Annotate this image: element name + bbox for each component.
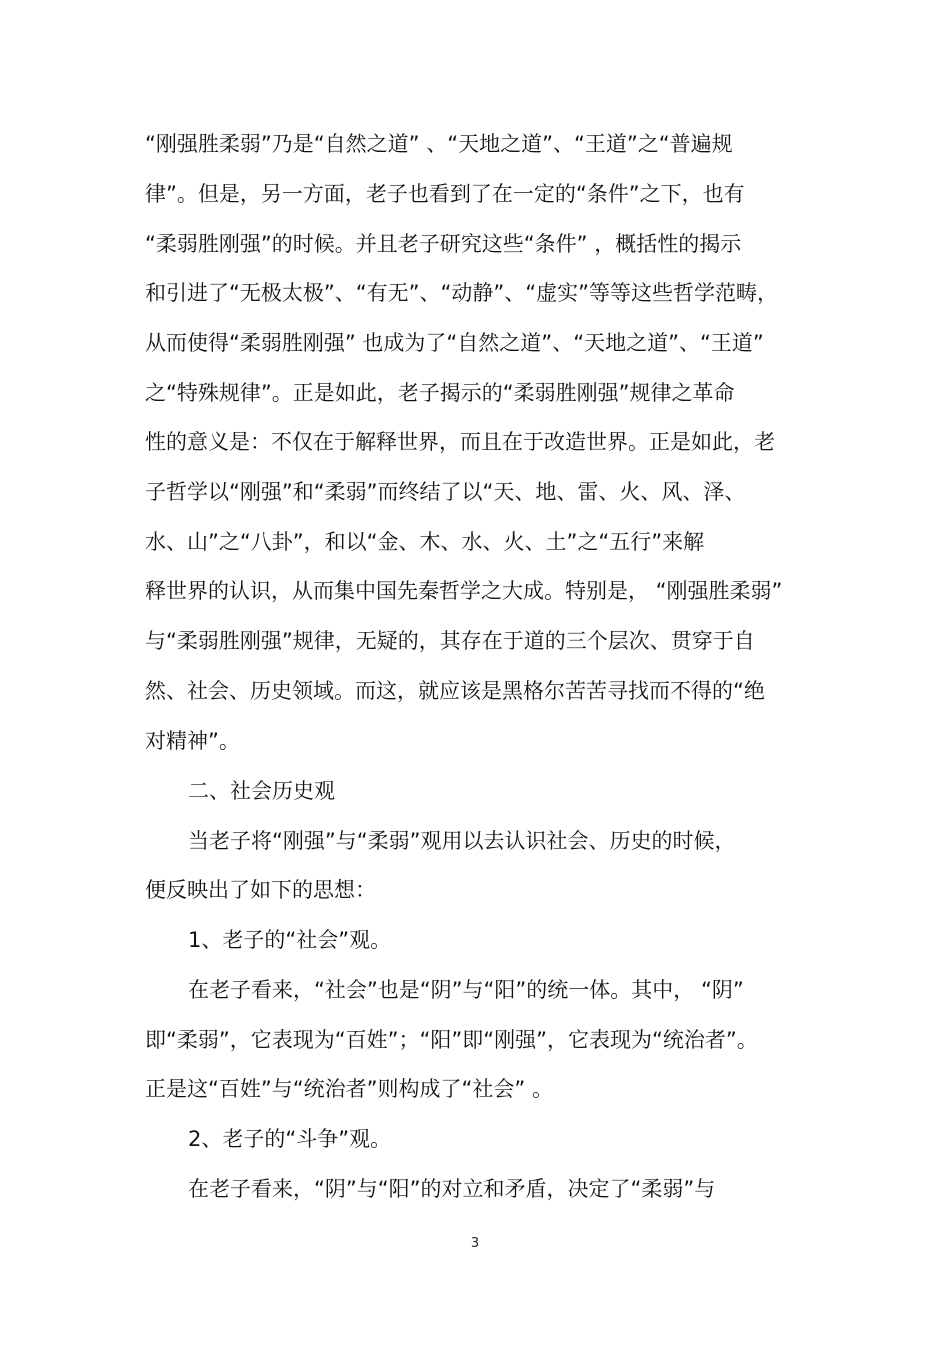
text-line-11: 与“柔弱胜刚强”规律，无疑的，其存在于道的三个层次、贯穿于自 bbox=[145, 629, 755, 653]
text-line-20: 正是这“百姓”与“统治者”则构成了“社会” 。 bbox=[145, 1077, 553, 1101]
text-line-12: 然、社会、历史领域。而这，就应该是黑格尔苦苦寻找而不得的“绝 bbox=[145, 679, 765, 703]
text-line-8: 子哲学以“刚强”和“柔弱”而终结了以“天、地、雷、火、风、泽、 bbox=[145, 480, 746, 504]
subsection-heading-2: 2、老子的“斗争”观。 bbox=[188, 1127, 392, 1151]
text-line-10: 释世界的认识，从而集中国先秦哲学之大成。特别是， “刚强胜柔弱” bbox=[145, 579, 783, 603]
page-number: 3 bbox=[470, 1236, 480, 1251]
text-line-2: 律”。但是，另一方面，老子也看到了在一定的“条件”之下，也有 bbox=[145, 182, 745, 206]
text-line-13: 对精神”。 bbox=[145, 729, 240, 753]
text-line-7: 性的意义是：不仅在于解释世界，而且在于改造世界。正是如此，老 bbox=[145, 430, 775, 454]
section-heading: 二、社会历史观 bbox=[188, 779, 335, 803]
text-line-19: 即“柔弱”，它表现为“百姓”；“阳”即“刚强”，它表现为“统治者”。 bbox=[145, 1028, 758, 1052]
text-line-9: 水、山”之“八卦”，和以“金、木、水、火、土”之“五行”来解 bbox=[145, 530, 705, 554]
text-line-16: 便反映出了如下的思想： bbox=[145, 878, 376, 902]
text-line-22: 在老子看来，“阴”与“阳”的对立和矛盾，决定了“柔弱”与 bbox=[188, 1177, 716, 1201]
text-line-1: “刚强胜柔弱”乃是“自然之道” 、“天地之道”、“王道”之“普遍规 bbox=[145, 132, 733, 156]
text-line-5: 从而使得“柔弱胜刚强” 也成为了“自然之道”、“天地之道”、“王道” bbox=[145, 331, 764, 355]
text-line-18: 在老子看来，“社会”也是“阴”与“阳”的统一体。其中， “阴” bbox=[188, 978, 744, 1002]
subsection-heading-1: 1、老子的“社会”观。 bbox=[188, 928, 392, 952]
text-line-3: “柔弱胜刚强”的时候。并且老子研究这些“条件” ，概括性的揭示 bbox=[145, 232, 742, 256]
text-line-6: 之“特殊规律”。正是如此，老子揭示的“柔弱胜刚强”规律之革命 bbox=[145, 381, 735, 405]
text-line-4: 和引进了“无极太极”、“有无”、“动静”、“虚实”等等这些哲学范畴， bbox=[145, 281, 779, 305]
text-line-15: 当老子将“刚强”与“柔弱”观用以去认识社会、历史的时候， bbox=[188, 829, 736, 853]
